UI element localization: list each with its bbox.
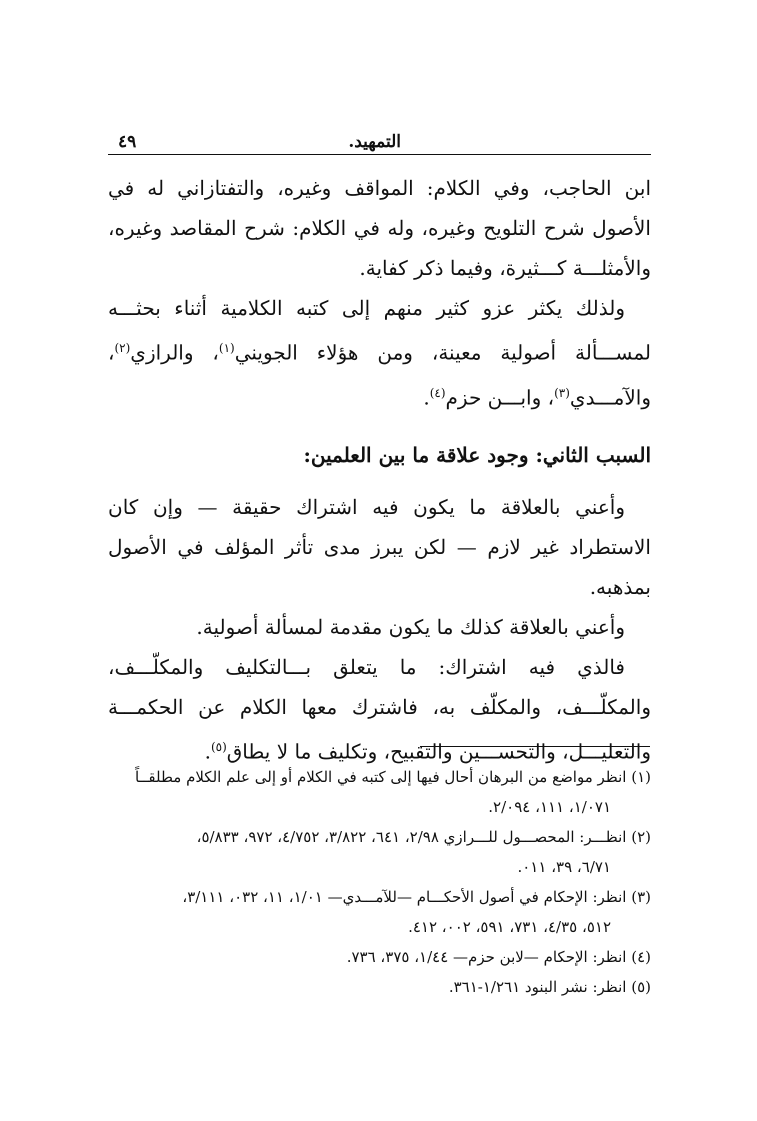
page-header [108,132,651,155]
footnote-ref-1: (١) [218,341,235,355]
page-number: ٤٩ [118,132,137,152]
footnote-ref-2: (٢) [114,341,131,355]
p2-mid3: ، وابـــن حزم [445,385,555,410]
p2-mid2: ، والآمـــدي [108,340,651,410]
paragraph-2 [108,288,651,417]
footnotes [108,762,651,1002]
footnote-5: (٥) انظر: نشر البنود ١/٢٦١-٣٦١. [448,978,651,996]
footnote-separator [420,746,650,747]
paragraph-5 [108,647,651,772]
footnote-4: (٤) انظر: الإحكام —لابن حزم— ١/٤٤، ٣٧٥، ٧٣٦. [346,948,651,966]
paragraph-1: ابن الحاجب، وفي الكلام: المواقف وغيره، والتفتازاني له في الأصول شرح التلويح وغيره، وله في الكلام: شرح المقاصد وغيره، والأمثلـــة كـــثيرة، وفيما ذكر كفاية. [108,176,651,280]
footnote-3: (٣) انظر: الإحكام في أصول الأحكـــام —للآمـــدي— ١/٠١، ١١، ٠٣٢، ٣/١١١، [182,888,651,906]
p2-text: ولذلك يكثر عزو كثير منهم إلى كتبه الكلامية أثناء بحثـــه لمســـألة أصولية معينة، ومن هؤلاء الجويني [108,296,651,365]
footnote-ref-3: (٣) [554,385,570,400]
p2-mid1: ، والرازي [130,340,219,365]
section-heading: السبب الثاني: وجود علاقة ما بين العلمين: [303,443,651,468]
footnote-2: (٢) انظـــر: المحصـــول للـــرازي ٢/٩٨، ٦٤١، ٣/٨٢٢، ٤/٧٥٢، ٩٧٢، ٥/٨٣٣، [196,828,651,846]
p5-text: فالذي فيه اشتراك: ما يتعلق بـــالتكليف والمكلّـــف، والمكلّـــف، والمكلّف به، فاشترك معها الكلام عن الحكمـــة والتعليـــل، والتحســـين والتقبيح، وتكليف ما لا يطاق [108,655,651,764]
footnote-3-cont: ٥١٢، ٤/٣٥، ٧٣١، ٥٩١، ٠٠٢، ٤١٢. [408,918,611,936]
footnote-ref-5: (٥) [210,740,227,755]
footnote-2-cont: ٦/٧١، ٣٩، ٠١١. [517,858,611,876]
p5-end: . [204,739,211,764]
paragraph-3: وأعني بالعلاقة ما يكون فيه اشتراك حقيقة — وإن كان الاستطراد غير لازم — لكن يبرز مدى تأثر المؤلف في الأصول بمذهبه. [108,495,651,600]
footnote-ref-4: (٤) [429,385,446,400]
main-text [108,168,651,772]
paragraph-4: وأعني بالعلاقة كذلك ما يكون مقدمة لمسألة أصولية. [196,615,625,640]
running-title: التمهيد. [348,132,401,152]
p2-end: . [423,385,430,410]
footnote-1: (١) انظر مواضع من البرهان أحال فيها إلى كتبه في الكلام أو إلى علم الكلام مطلقــاً [135,768,651,786]
footnote-1-cont: ١/٠٧١، ١١١، ٢/٠٩٤. [488,798,611,816]
